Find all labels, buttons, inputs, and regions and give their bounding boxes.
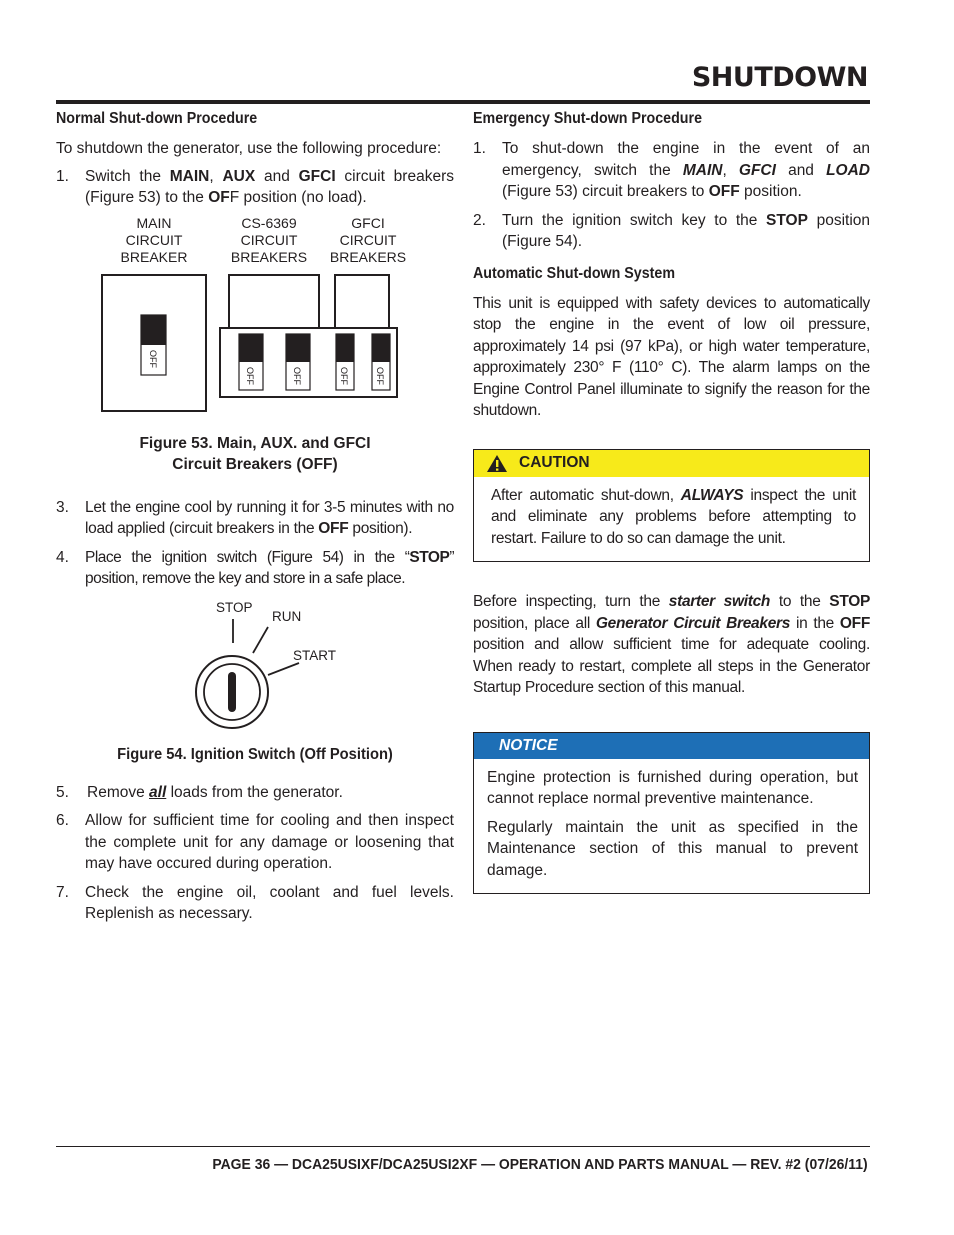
intro-text: To shutdown the generator, use the following procedure: <box>56 140 442 157</box>
main-breaker-label-3: BREAKER <box>120 248 188 265</box>
caution-text: After automatic shut-down, ALWAYS inspect the unit and eliminate any problems before attempting to restart. Failure to do so can damage the unit. <box>491 486 856 547</box>
page-title: SHUTDOWN <box>691 62 868 93</box>
off-label-gfci1: OFF <box>339 366 349 385</box>
figure-54-ignition-switch <box>56 597 454 732</box>
caution-box <box>473 449 870 563</box>
page-footer: PAGE 36 — DCA25USIXF/DCA25USI2XF — OPERATION AND PARTS MANUAL — REV. #2 (07/26/11) <box>212 1156 868 1173</box>
figure-54-caption: Figure 54. Ignition Switch (Off Position) <box>117 745 393 763</box>
step-6: 6. Allow for sufficient time for cooling and then inspect the complete unit for any damage or loosening that may have occured during operation. <box>56 812 454 872</box>
header-rule <box>56 100 870 104</box>
before-inspecting-text: Before inspecting, turn the starter switch to the STOP position, place all Generator Circuit Breakers in the OFF position and allow sufficient time for adequate cooling. When ready to restart, complete all steps in the Generator Startup Procedure section of this manual. <box>473 593 871 696</box>
left-column <box>56 110 454 932</box>
notice-box <box>473 732 870 895</box>
notice-label: NOTICE <box>474 733 869 759</box>
cs-breaker-label-2: CIRCUIT <box>240 231 298 248</box>
emergency-shutdown-heading: Emergency Shut-down Procedure <box>473 110 703 127</box>
auto-shutdown-text: This unit is equipped with safety devices to automatically stop the engine in the event of low oil pressure, approximately 14 psi (97 kPa), or high water temperature, approximately 230° F (110° C). The alarm lamps on the Engine Control Panel illuminate to signify the reason for the shutdown. <box>473 294 870 419</box>
normal-shutdown-heading: Normal Shut-down Procedure <box>56 110 258 127</box>
cs-breaker-panel <box>229 275 319 328</box>
emergency-step-2: 2. Turn the ignition switch key to the STOP position (Figure 54). <box>473 211 871 250</box>
footer-rule <box>56 1146 870 1147</box>
notice-text-2: Regularly maintain the unit as specified in the Maintenance section of this manual to prevent damage. <box>487 818 858 879</box>
cs-breaker-label-3: BREAKERS <box>230 248 308 265</box>
gfci-breaker-label-2: CIRCUIT <box>339 231 397 248</box>
gfci-breaker-panel <box>335 275 389 328</box>
notice-text-1: Engine protection is furnished during operation, but cannot replace normal preventive maintenance. <box>487 768 858 807</box>
emergency-step-1: 1. To shut-down the engine in the event of an emergency, switch the MAIN, GFCI and LOAD (Figure 53) circuit breakers to OFF position. <box>473 140 870 200</box>
step-1: 1. Switch the MAIN, AUX and GFCI circuit breakers (Figure 53) to the OFF position (no load). <box>56 167 454 206</box>
off-label-cs2: OFF <box>292 366 302 385</box>
caution-label: CAUTION <box>519 454 590 471</box>
auto-shutdown-heading: Automatic Shut-down System <box>473 264 676 282</box>
off-label-main: OFF <box>148 349 158 368</box>
step-3: 3. Let the engine cool by running it for 3-5 minutes with no load applied (circuit breakers in the OFF position). <box>56 498 454 537</box>
gfci-breaker-label-3: BREAKERS <box>329 248 407 265</box>
off-label-cs1: OFF <box>245 366 255 385</box>
off-label-gfci2: OFF <box>375 366 385 385</box>
main-breaker-label-1: MAIN <box>136 215 172 231</box>
key-slot <box>228 672 236 712</box>
run-label: RUN <box>272 608 302 624</box>
cs-breaker-label-1: CS-6369 <box>241 215 297 231</box>
stop-label: STOP <box>216 599 253 615</box>
warning-icon <box>486 454 508 473</box>
main-breaker-label-2: CIRCUIT <box>125 231 183 248</box>
figure-53-caption: Figure 53. Main, AUX. and GFCI Circuit Breakers (OFF) <box>139 434 371 473</box>
step-5: 5. Remove all loads from the generator. <box>56 783 343 801</box>
step-4: 4. Place the ignition switch (Figure 54) in the “STOP” position, remove the key and store in a safe place. <box>56 548 454 587</box>
step-7: 7. Check the engine oil, coolant and fuel levels. Replenish as necessary. <box>56 883 454 922</box>
figure-53-breakers <box>56 216 454 416</box>
gfci-breaker-label-1: GFCI <box>351 215 385 231</box>
start-label: START <box>293 647 337 663</box>
right-column <box>473 110 870 894</box>
